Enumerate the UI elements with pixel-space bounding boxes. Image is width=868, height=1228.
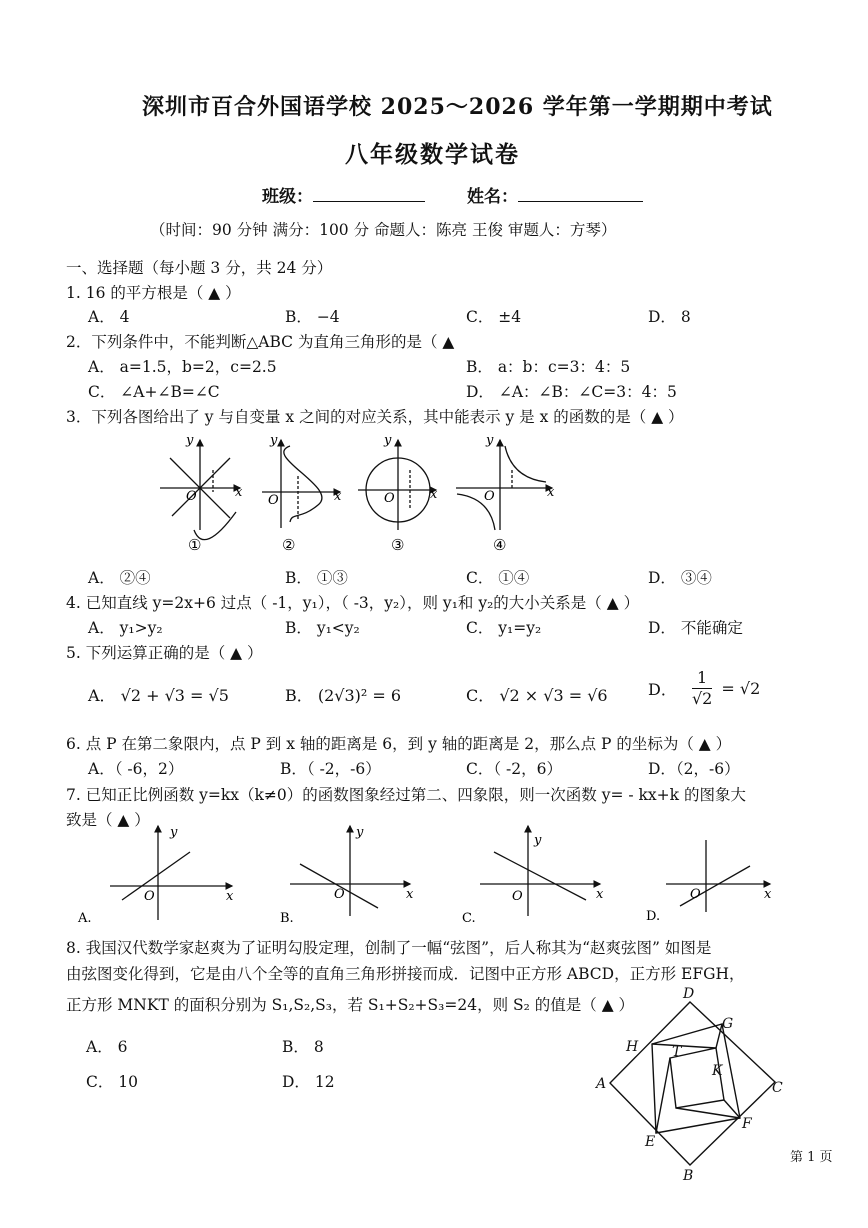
q7-d-label: D. (646, 909, 661, 924)
q8-label-f: F (742, 1116, 752, 1132)
q3-g4-label: ④ (493, 536, 507, 554)
name-label: 姓名： (467, 187, 518, 207)
q3-g1-label: ① (188, 536, 202, 554)
q3-g4-y: y (486, 433, 494, 448)
q8-label-b: B (683, 1168, 694, 1184)
q3-g1-y: y (186, 433, 194, 448)
q8-label-e: E (645, 1134, 656, 1150)
q8-label-a: A (596, 1076, 607, 1092)
q8-label-h: H (626, 1039, 639, 1055)
q8-label-d: D (683, 986, 695, 1002)
q6-option-d[interactable]: D．（2，-6） (648, 760, 740, 778)
q8-line3: 正方形 MNKT 的面积分别为 S₁,S₂,S₃，若 S₁+S₂+S₃=24，则 S₂ 的值是（ ▲ ） (66, 996, 635, 1014)
q1-option-d[interactable]: D． 8 (648, 308, 691, 326)
q3-stem: 3．下列各图给出了 y 与自变量 x 之间的对应关系，其中能表示 y 是 x 的函数的是（ ▲ ） (66, 408, 684, 426)
q5-d-prefix: D． (648, 680, 677, 699)
q8-option-a[interactable]: A． 6 (86, 1038, 128, 1056)
q3-g1-x: x (235, 485, 243, 500)
q8-option-c[interactable]: C． 10 (86, 1073, 139, 1091)
exam-title: 深圳市百合外国语学校 2025～2026 学年第一学期期中考试 (142, 94, 773, 120)
q2-option-a[interactable]: A． a=1.5，b=2，c=2.5 (88, 358, 277, 376)
q8-option-d[interactable]: D． 12 (282, 1073, 335, 1091)
q1-option-a[interactable]: A． 4 (88, 308, 130, 326)
q7-c-x: x (596, 887, 604, 902)
q3-g3-y: y (384, 433, 392, 448)
q7-b-label: B. (280, 911, 294, 926)
q7-a-y: y (170, 825, 178, 840)
q5-option-a[interactable]: A． √2 + √3 = √5 (88, 686, 229, 705)
q2-option-b[interactable]: B． a：b：c=3：4：5 (466, 358, 631, 376)
q3-g3-label: ③ (391, 536, 405, 554)
q4-option-a[interactable]: A． y₁>y₂ (88, 619, 163, 637)
q8-label-t: T (672, 1044, 682, 1060)
q2-option-d[interactable]: D． ∠A：∠B：∠C=3：4：5 (466, 383, 677, 401)
q2-stem: 2．下列条件中，不能判断△ABC 为直角三角形的是（ ▲ (66, 333, 455, 351)
q7-a-x: x (226, 889, 234, 904)
q2-option-c[interactable]: C． ∠A+∠B=∠C (88, 383, 220, 401)
q8-line2: 由弦图变化得到，它是由八个全等的直角三角形拼接而成．记图中正方形 ABCD，正方形 EFGH， (66, 965, 745, 983)
q3-g4-x: x (547, 485, 555, 500)
q7-b-y: y (356, 825, 364, 840)
q7-stem-line2: 致是（ ▲ ） (66, 811, 150, 829)
q8-figure-lines (610, 1002, 775, 1165)
q1-stem: 1. 16 的平方根是（ ▲ ） (66, 284, 241, 302)
q6-option-a[interactable]: A．（ -6，2） (88, 760, 184, 778)
q7-c-o: O (512, 889, 523, 904)
q5-stem: 5. 下列运算正确的是（ ▲ ） (66, 644, 263, 662)
q4-stem: 4. 已知直线 y=2x+6 过点（ -1，y₁），（ -3，y₂），则 y₁和 y₂的大小关系是（ ▲ ） (66, 594, 640, 612)
exam-info: （时间：90 分钟 满分：100 分 命题人：陈亮 王俊 审题人：方琴） (150, 221, 617, 239)
q4-option-c[interactable]: C． y₁=y₂ (466, 619, 542, 637)
q4-option-d[interactable]: D． 不能确定 (648, 619, 743, 637)
q8-option-b[interactable]: B． 8 (282, 1038, 324, 1056)
q8-label-g: G (722, 1016, 734, 1032)
q7-d-o: O (690, 887, 701, 902)
q7-b-o: O (334, 887, 345, 902)
q8-label-k: K (712, 1063, 723, 1079)
q3-g4-o: O (484, 489, 495, 504)
q5-option-c[interactable]: C． √2 × √3 = √6 (466, 686, 608, 705)
q7-a-o: O (144, 889, 155, 904)
class-label: 班级： (262, 187, 313, 207)
q3-g1-o: O (186, 489, 197, 504)
q8-label-c: C (772, 1080, 783, 1096)
q3-g2-o: O (268, 493, 279, 508)
q3-g3-o: O (384, 491, 395, 506)
q6-option-b[interactable]: B．（ -2，-6） (280, 760, 381, 778)
q1-option-b[interactable]: B． −4 (285, 308, 340, 326)
q7-c-label: C. (462, 911, 476, 926)
q3-g3-x: x (430, 487, 438, 502)
q5-d-denominator: √2 (691, 689, 713, 708)
q3-g2-y: y (270, 433, 278, 448)
q3-option-a[interactable]: A． ②④ (88, 569, 151, 587)
q6-stem: 6. 点 P 在第二象限内，点 P 到 x 轴的距离是 6，到 y 轴的距离是 2，那么点 P 的坐标为（ ▲ ） (66, 735, 732, 753)
q7-b-x: x (406, 887, 414, 902)
q8-line1: 8. 我国汉代数学家赵爽为了证明勾股定理，创制了一幅“弦图”，后人称其为“赵爽弦图” 如图是 (66, 939, 712, 957)
q3-option-b[interactable]: B． ①③ (285, 569, 348, 587)
q7-d-x: x (764, 887, 772, 902)
exam-subtitle: 八年级数学试卷 (345, 141, 520, 168)
q5-d-numerator: 1 (692, 668, 712, 689)
section-title: 一、选择题（每小题 3 分，共 24 分） (66, 259, 333, 277)
q4-option-b[interactable]: B． y₁<y₂ (285, 619, 360, 637)
q1-option-c[interactable]: C． ±4 (466, 308, 522, 326)
q3-option-d[interactable]: D． ③④ (648, 569, 712, 587)
q7-stem-line1: 7. 已知正比例函数 y=kx（k≠0）的函数图象经过第二、四象限，则一次函数 y= - kx+k 的图象大 (66, 786, 746, 804)
q5-d-rhs: = √2 (721, 679, 761, 698)
q3-g2-label: ② (282, 536, 296, 554)
q7-c-y: y (534, 833, 542, 848)
page-number: 第 1 页 (790, 1150, 833, 1165)
q7-a-label: A. (78, 911, 92, 926)
q3-option-c[interactable]: C． ①④ (466, 569, 530, 587)
q3-g2-x: x (334, 489, 342, 504)
q6-option-c[interactable]: C．（ -2，6） (466, 760, 562, 778)
q5-option-b[interactable]: B． (2√3)² = 6 (285, 686, 402, 705)
